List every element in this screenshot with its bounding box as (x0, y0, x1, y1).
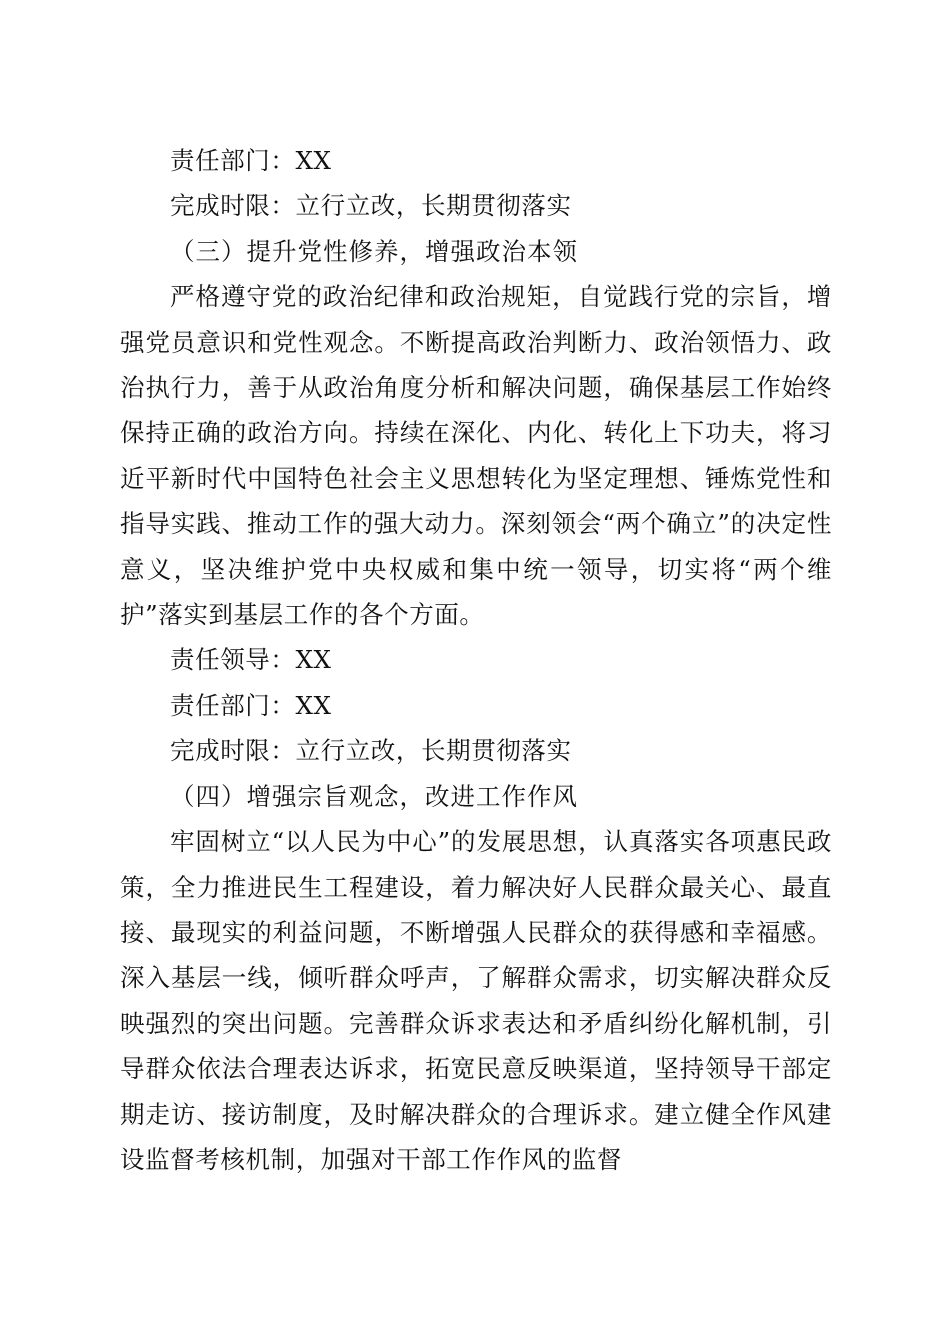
document-body (120, 138, 832, 1182)
section-4-paragraph: 牢固树立“以人民为中心”的发展思想，认真落实各项惠民政策，全力推进民生工程建设，着力解决好人民群众最关心、最直接、最现实的利益问题，不断增强人民群众的获得感和幸福感。深入基层一线，倾听群众呼声，了解群众需求，切实解决群众反映强烈的突出问题。完善群众诉求表达和矛盾纠纷化解机制，引导群众依法合理表达诉求，拓宽民意反映渠道，坚持领导干部定期走访、接访制度，及时解决群众的合理诉求。建立健全作风建设监督考核机制，加强对干部工作作风的监督 (120, 827, 832, 1174)
completion-deadline: 完成时限：立行立改，长期贯彻落实 (170, 191, 572, 221)
responsible-department: 责任部门：XX (170, 146, 332, 175)
section-3-responsible-department: 责任部门：XX (170, 690, 332, 720)
section-3-paragraph: 严格遵守党的政治纪律和政治规矩，自觉践行党的宗旨，增强党员意识和党性观念。不断提高政治判断力、政治领悟力、政治执行力，善于从政治角度分析和解决问题，确保基层工作始终保持正确的政治方向。持续在深化、内化、转化上下功夫，将习近平新时代中国特色社会主义思想转化为坚定理想、锤炼党性和指导实践、推动工作的强大动力。深刻领会“两个确立”的决定性意义，坚决维护党中央权威和集中统一领导，切实将“两个维护”落实到基层工作的各个方面。 (120, 282, 832, 630)
section-3-completion-deadline: 完成时限：立行立改，长期贯彻落实 (170, 736, 572, 766)
section-4-heading: （四）增强宗旨观念，改进工作作风 (170, 781, 578, 811)
section-3-heading: （三）提升党性修养，增强政治本领 (170, 236, 578, 266)
section-3-responsible-leader: 责任领导：XX (170, 645, 332, 675)
